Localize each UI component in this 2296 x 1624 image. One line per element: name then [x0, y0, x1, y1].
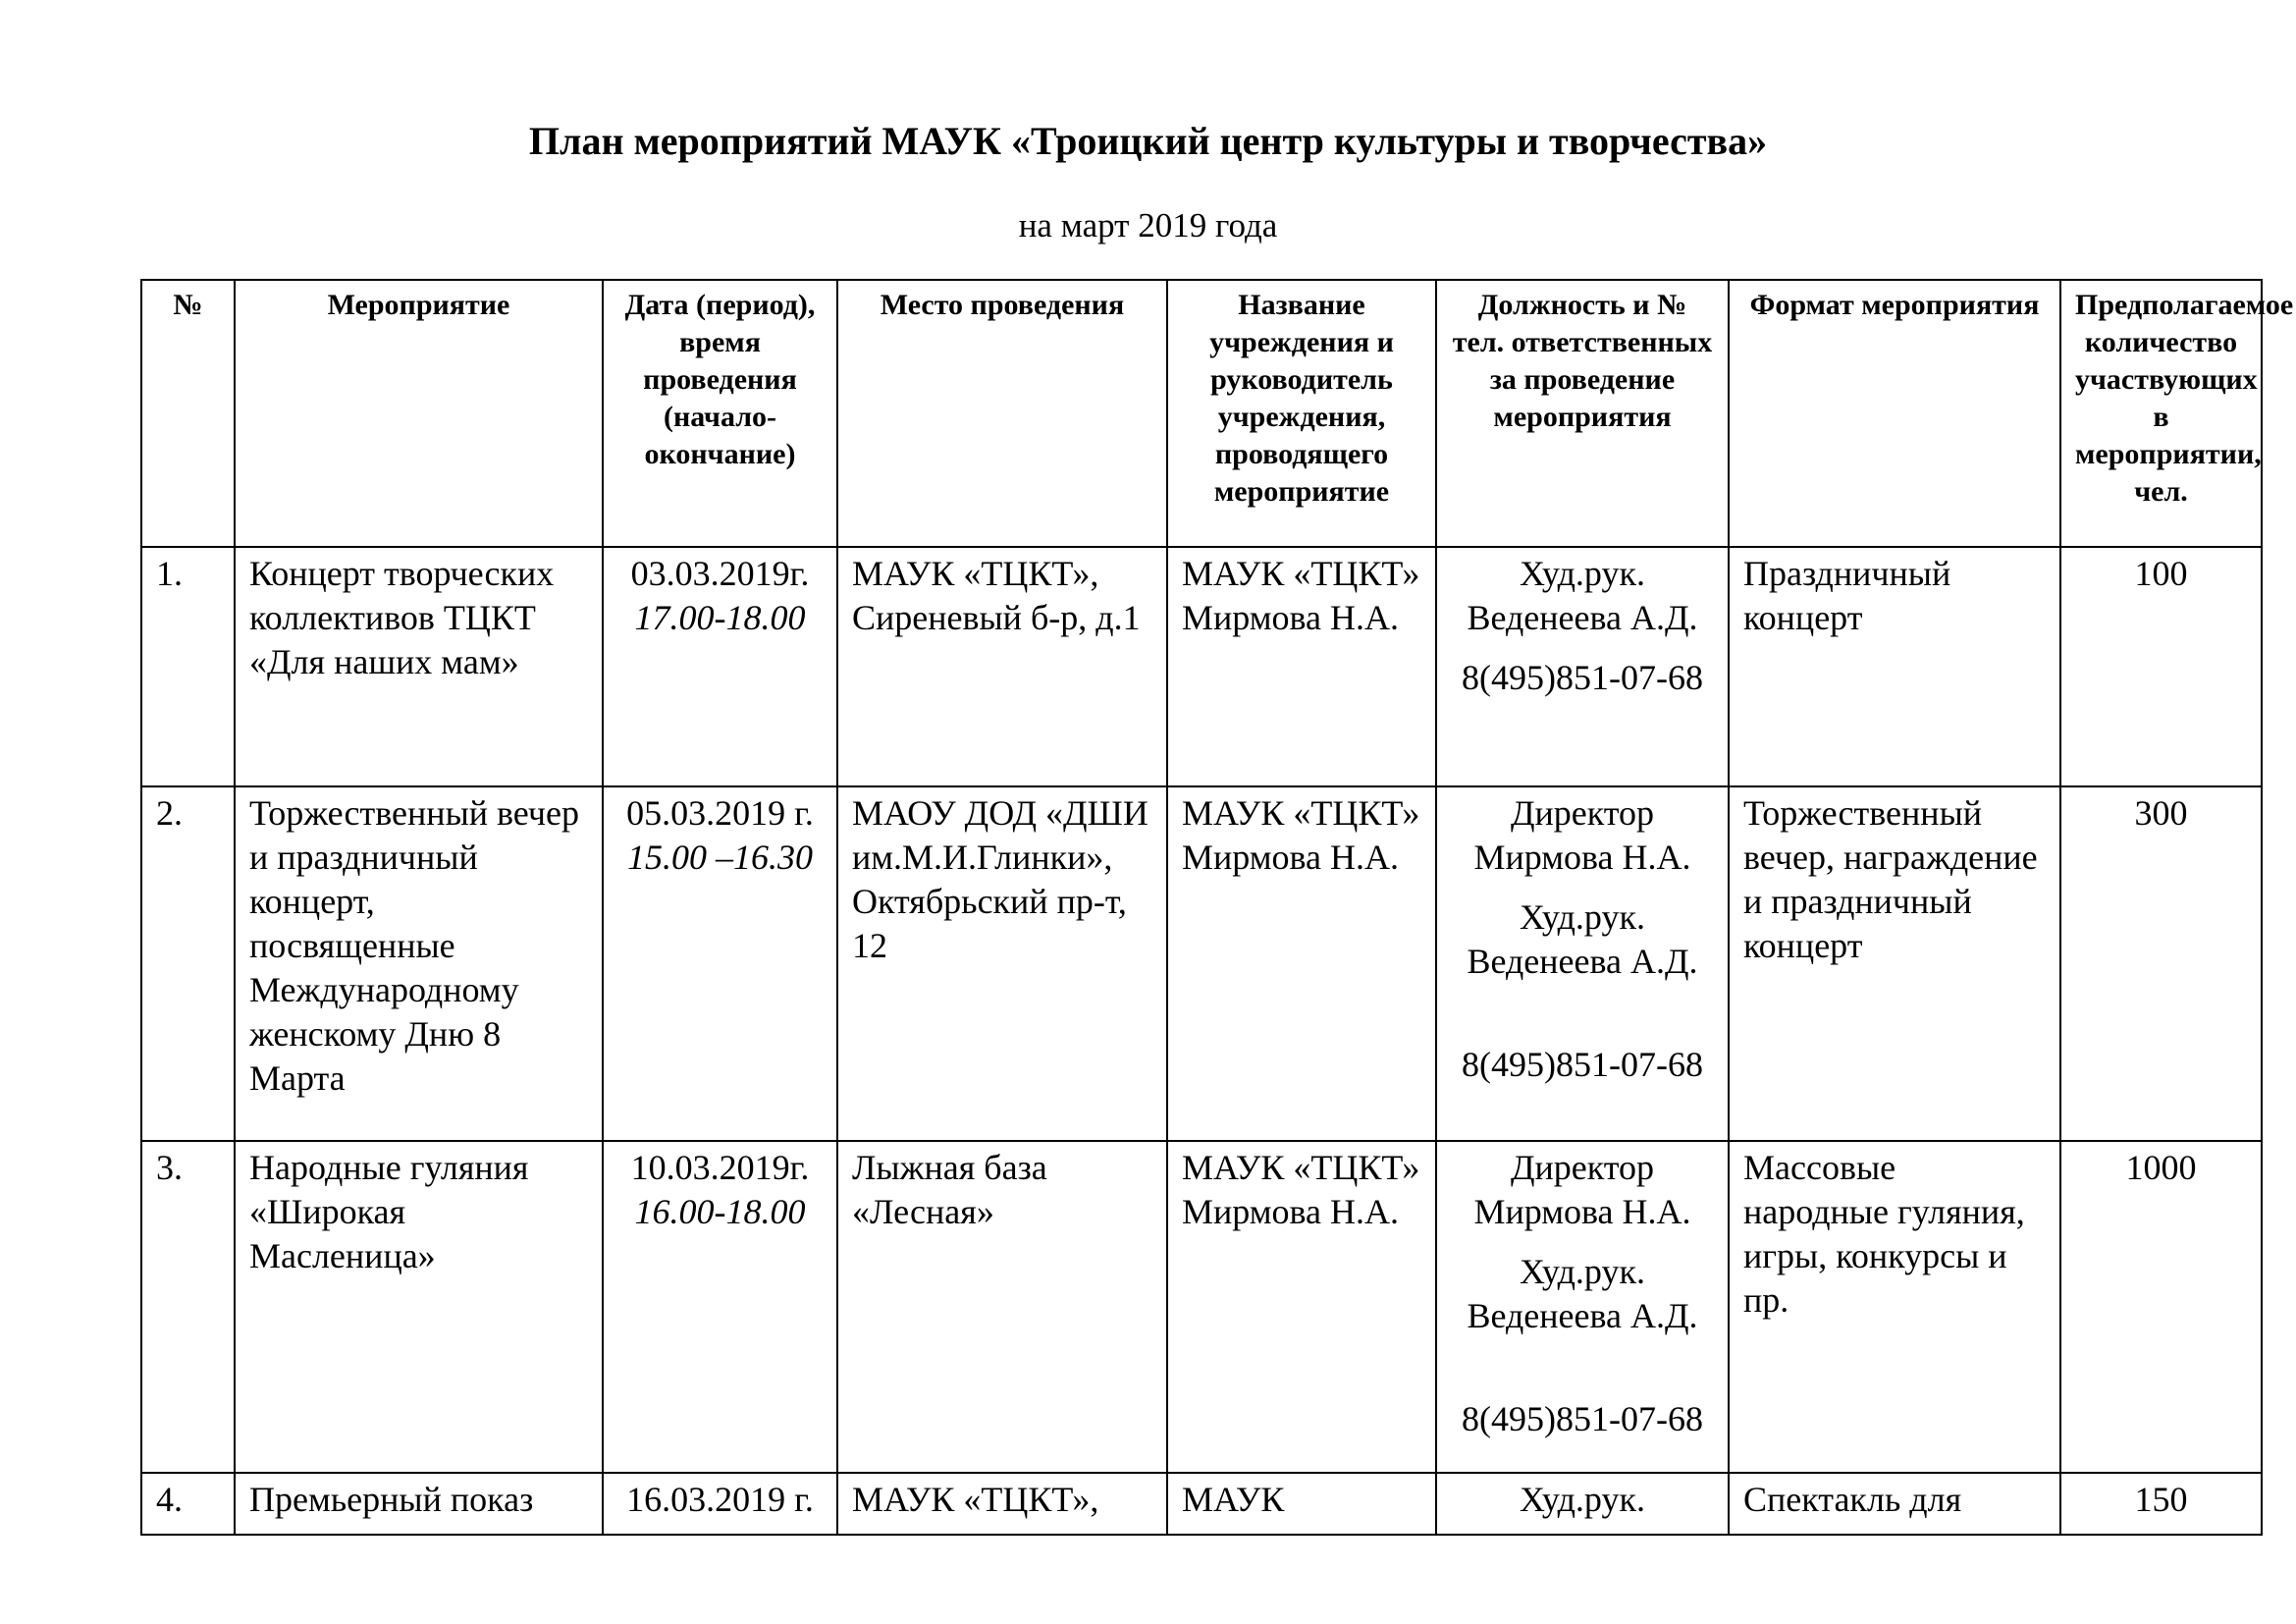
row-num: 3. [141, 1141, 235, 1473]
header-place: Место проведения [837, 280, 1167, 547]
row-responsible-2: Худ.рук. Веденеева А.Д. [1467, 1252, 1698, 1335]
row-responsible [1436, 786, 1729, 1141]
row-responsible [1436, 1141, 1729, 1473]
row-event: Премьерный показ [235, 1473, 603, 1535]
row-date: 03.03.2019г. [630, 554, 810, 593]
row-phone: 8(495)851-07-68 [1462, 1045, 1703, 1084]
row-datetime [603, 786, 837, 1141]
row-num: 4. [141, 1473, 235, 1535]
row-format: Праздничный концерт [1729, 547, 2060, 786]
row-count: 150 [2060, 1473, 2262, 1535]
header-format: Формат мероприятия [1729, 280, 2060, 547]
row-count: 100 [2060, 547, 2262, 786]
row-org: МАУК «ТЦКТ» Мирмова Н.А. [1167, 547, 1436, 786]
table-header-row [141, 280, 2262, 547]
document-title: План мероприятий МАУК «Троицкий центр культуры и творчества» [528, 119, 1768, 163]
row-responsible-2: Худ.рук. Веденеева А.Д. [1467, 897, 1698, 981]
row-responsible-1: Директор Мирмова Н.А. [1473, 793, 1691, 877]
row-count: 300 [2060, 786, 2262, 1141]
row-org: МАУК «ТЦКТ» Мирмова Н.А. [1167, 1141, 1436, 1473]
row-time: 16.00-18.00 [634, 1192, 806, 1231]
row-place: МАОУ ДОД «ДШИ им.М.И.Глинки», Октябрьский пр-т, 12 [837, 786, 1167, 1141]
row-time: 15.00 –16.30 [627, 838, 813, 877]
row-date: 05.03.2019 г. [626, 793, 814, 833]
header-event: Мероприятие [235, 280, 603, 547]
row-format: Массовые народные гуляния, игры, конкурсы и пр. [1729, 1141, 2060, 1473]
table-row [141, 1473, 2262, 1535]
row-responsible-1: Худ.рук. [1436, 1473, 1729, 1535]
row-date: 10.03.2019г. [630, 1148, 810, 1187]
row-datetime [603, 1141, 837, 1473]
row-org: МАУК [1167, 1473, 1436, 1535]
row-place: Лыжная база «Лесная» [837, 1141, 1167, 1473]
row-org: МАУК «ТЦКТ» Мирмова Н.А. [1167, 786, 1436, 1141]
row-format: Торжественный вечер, награждение и праздничный концерт [1729, 786, 2060, 1141]
row-place: МАУК «ТЦКТ», Сиреневый б-р, д.1 [837, 547, 1167, 786]
row-count: 1000 [2060, 1141, 2262, 1473]
document-subtitle: на март 2019 года [1018, 206, 1278, 244]
table-row [141, 547, 2262, 786]
header-count: Предполагаемое количество участвующих в мероприятии, чел. [2060, 280, 2262, 547]
row-event: Концерт творческих коллективов ТЦКТ «Для наших мам» [235, 547, 603, 786]
row-num: 2. [141, 786, 235, 1141]
events-table [140, 279, 2294, 1536]
row-phone: 8(495)851-07-68 [1462, 1399, 1703, 1438]
row-event: Торжественный вечер и праздничный концерт, посвященные Международному женскому Дню 8 Марта [235, 786, 603, 1141]
header-responsible: Должность и № тел. ответственных за проведение мероприятия [1436, 280, 1729, 547]
table-row [141, 786, 2262, 1141]
header-date: Дата (период), время проведения (начало-окончание) [603, 280, 837, 547]
header-org: Название учреждения и руководитель учреждения, проводящего мероприятие [1167, 280, 1436, 547]
row-format: Спектакль для [1729, 1473, 2060, 1535]
row-responsible-1: Директор Мирмова Н.А. [1473, 1148, 1691, 1231]
row-datetime [603, 547, 837, 786]
row-place: МАУК «ТЦКТ», [837, 1473, 1167, 1535]
row-num: 1. [141, 547, 235, 786]
row-phone: 8(495)851-07-68 [1462, 658, 1703, 697]
header-num: № [141, 280, 235, 547]
row-event: Народные гуляния «Широкая Масленица» [235, 1141, 603, 1473]
table-row [141, 1141, 2262, 1473]
row-responsible-1: Худ.рук. Веденеева А.Д. [1467, 554, 1698, 637]
row-time: 17.00-18.00 [634, 598, 806, 637]
row-responsible [1436, 547, 1729, 786]
row-date: 16.03.2019 г. [603, 1473, 837, 1535]
